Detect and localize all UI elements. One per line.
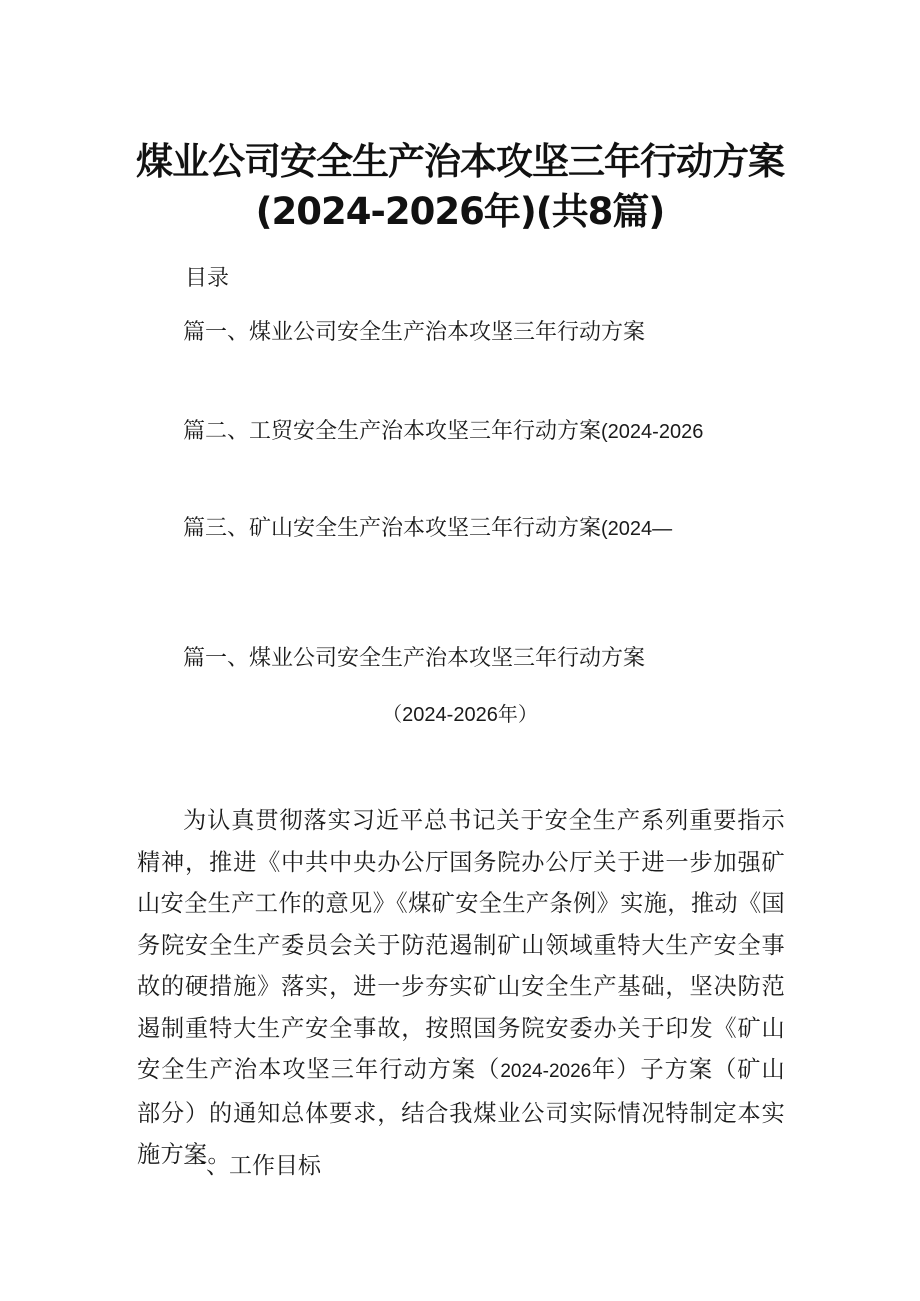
document-title-line-2: (2024-2026年)(共8篇) <box>255 190 665 233</box>
toc-item-suffix: (2024-2026 <box>601 421 704 443</box>
toc-item-suffix: (2024— <box>601 518 673 540</box>
toc-item-label: 篇一、煤业公司安全生产治本攻坚三年行动方案 <box>183 320 646 345</box>
section-heading: 篇一、煤业公司安全生产治本攻坚三年行动方案 <box>183 646 646 671</box>
toc-item-1[interactable] <box>183 322 645 344</box>
toc-item-3[interactable] <box>183 518 672 540</box>
section-subtitle: （2024-2026年） <box>382 704 538 726</box>
paragraph-text-part-2: 年）子方案（矿山部分）的通知总体要求，结合我煤业公司实际情况特制定本实施方案。 <box>137 1056 785 1168</box>
toc-item-label: 篇三、矿山安全生产治本攻坚三年行动方案 <box>183 516 602 541</box>
toc-item-label: 篇二、工贸安全生产治本攻坚三年行动方案 <box>183 419 602 444</box>
section-one-heading: 一、工作目标 <box>183 1153 321 1179</box>
paragraph-text-part-1: 为认真贯彻落实习近平总书记关于安全生产系列重要指示精神，推进《中共中央办公厅国务院办公厅关于进一步加强矿山安全生产工作的意见》《煤矿安全生产条例》实施，推动《国务院安全生产委员会关于防范遏制矿山领域重特大生产安全事故的硬措施》落实，进一步夯实矿山安全生产基础，坚决防范遏制重特大生产安全事故，按照国务院安委办关于印发《矿山安全生产治本攻坚三年行动方案（ <box>137 807 785 1083</box>
paragraph-years: 2024-2026 <box>500 1061 592 1082</box>
body-paragraph <box>137 800 785 1179</box>
document-title-line-1: 煤业公司安全生产治本攻坚三年行动方案 <box>136 140 784 183</box>
toc-heading: 目录 <box>185 266 230 291</box>
toc-item-2[interactable] <box>183 421 703 443</box>
